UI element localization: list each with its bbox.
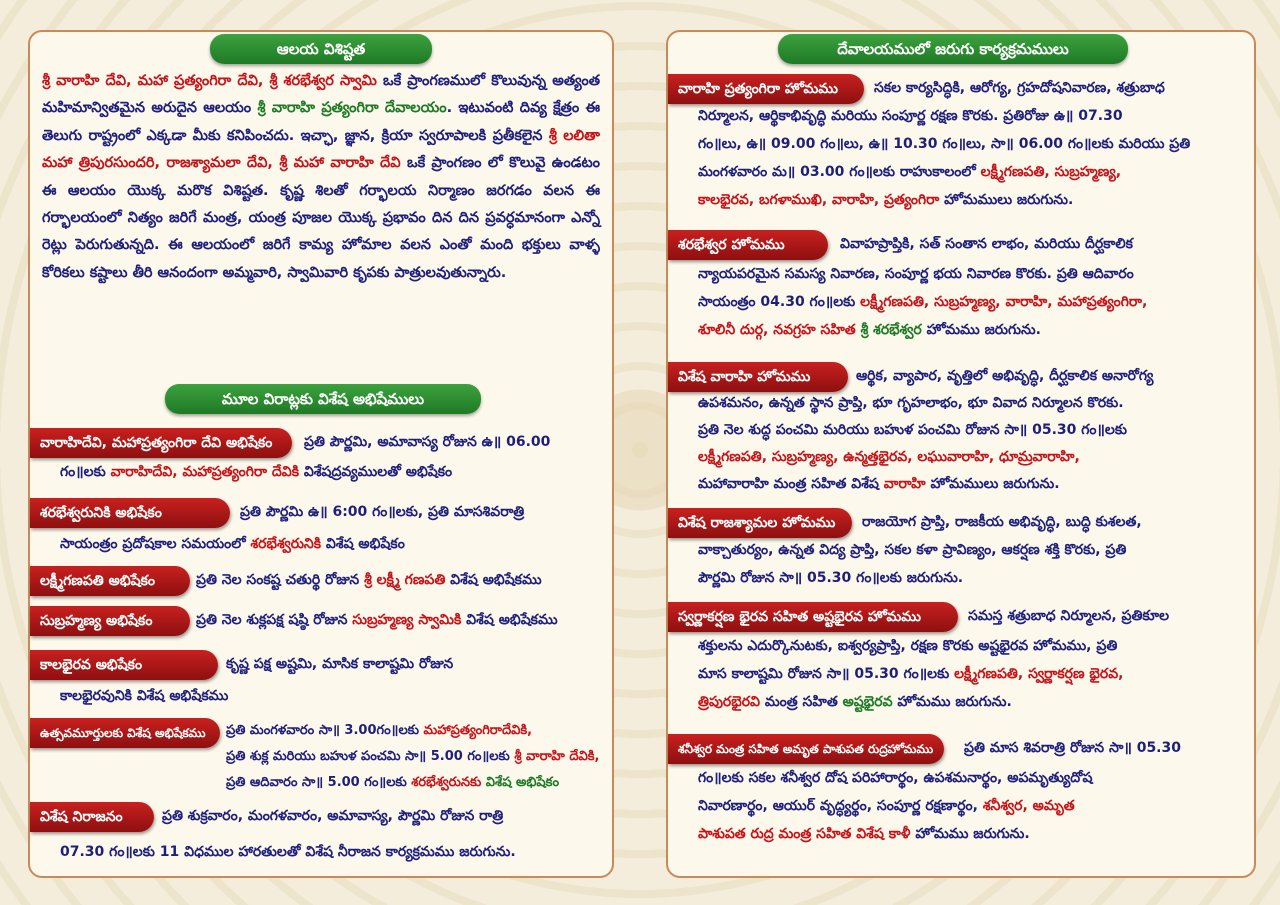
temple-specialty-title: ఆలయ విశిష్టత xyxy=(210,34,432,64)
item-tag: ఉత్సవమూర్తులకు విశేష అభిషేకము xyxy=(30,718,220,748)
temple-intro-paragraph: శ్రీ వారాహి దేవి, మహా ప్రత్యంగిరా దేవి, శ్రీ శరభేశ్వర స్వామి ఒకే ప్రాంగణములో కొలువున్న అత్యంత మహిమాన్వితమైన అరుదైన ఆలయం శ్రీ వారాహి ప్రత్యంగిరా దేవాలయం. ఇటువంటి దివ్య క్షేత్రం ఈ తెలుగు రాష్ట్రంలో ఎక్కడా మీకు కనిపించదు. ఇచ్ఛా, జ్ఞాన, క్రియా స్వరూపాలకి ప్రతీకలైన శ్రీ లలితా మహా త్రిపురసుందరి, రాజశ్యామలా దేవి, శ్రీ మహా వారాహి దేవి ఒకే ప్రాంగణం లో కొలువై ఉండటం ఈ ఆలయం యొక్క మరొక విశిష్టత. కృష్ణ శిలతో గర్భాలయ నిర్మాణం జరగడం వలన ఈ గర్భాలయంలో నిత్యం జరిగే మంత్ర, యంత్ర పూజల యొక్క ప్రభావం దిన దిన ప్రవర్ధమానంగా ఎన్నో రెట్లు పెరుగుతున్నది. ఈ ఆలయంలో జరిగే కామ్య హోమాల వలన ఎంతో మంది భక్తులు వాళ్ళ కోరికలు కష్టాలు తీరి ఆనందంగా అమ్మవారి, స్వామివారి కృపకు పాత్రులవుతున్నారు. xyxy=(42,73,601,281)
item-tag: సుబ్రహ్మణ్య అభిషేకం xyxy=(30,606,190,636)
abhishekam-section-title: మూల విరాట్లకు విశేష అభిషేములు xyxy=(165,384,481,414)
programs-title: దేవాలయములో జరుగు కార్యక్రమములు xyxy=(778,34,1128,64)
item-tag: శరభేశ్వరునికి అభిషేకం xyxy=(30,498,230,528)
item-tag: శనీశ్వర మంత్ర సహిత అమృత పాశుపత రుద్రహోమము xyxy=(668,734,944,764)
item-tag: విశేష వారాహి హోమము xyxy=(668,362,848,392)
item-tag: స్వర్ణాకర్షణ భైరవ సహిత అష్టభైరవ హోమము xyxy=(668,602,958,632)
item-tag: వారాహి ప్రత్యంగిరా హోమము xyxy=(668,74,864,104)
item-tag: వారాహిదేవి, మహాప్రత్యంగిరా దేవి అభిషేకం xyxy=(30,428,292,458)
item-tag: లక్ష్మీగణపతి అభిషేకం xyxy=(30,566,190,596)
right-panel: దేవాలయములో జరుగు కార్యక్రమములు వారాహి ప్రత్యంగిరా హోమము సకల కార్యసిద్ధికి, ఆరోగ్య, గ్రహదోషనివారణ, శత్రుబాధ నిర్మూలన, ఆర్థికాభివృద్ధి మరియు సంపూర్ణ రక్షణ కొరకు. ప్రతిరోజు ఉ॥ 07.30 గం॥లు, ఉ॥ 09.00 గం॥లు, ఉ॥ 10.30 గం॥లు, సా॥ 06.00 గం॥లకు మరియు ప్రతి మంగళవారం మ॥ 03.00 గం॥లకు రాహుకాలంలో లక్ష్మీగణపతి, సుబ్రహ్మణ్య, కాలభైరవ, బగళాముఖి, వారాహి, ప్రత్యంగిరా హోమములు జరుగును. శరభేశ్వర హోమము వివాహప్రాప్తికి, సత్ సంతాన లాభం, మరియు దీర్ఘకాలిక న్యాయపరమైన సమస్య నివారణ, సంపూర్ణ భయ నివారణ కొరకు. ప్రతి ఆదివారం సాయంత్రం 04.30 గం॥లకు లక్ష్మీగణపతి, సుబ్రహ్మణ్య, వారాహి, మహాప్రత్యంగిరా, శూలినీ దుర్గ, నవగ్రహ సహిత శ్రీ శరభేశ్వర హోమము జరుగును. విశేష వారాహి హోమము ఆర్థిక, వ్యాపార, వృత్తిలో అభివృద్ధి, దీర్ఘకాలిక అనారోగ్య ఉపశమనం, ఉన్నత స్థాన ప్రాప్తి, భూ గృహలాభం, భూ వివాద నిర్మూలన కొరకు. ప్రతి నెల శుద్ధ పంచమి మరియు బహుళ పంచమి రోజున సా॥ 05.30 గం॥లకు లక్ష్మీగణపతి, సుబ్రహ్మణ్య, ఉన్మత్తభైరవ, లఘువారాహి, ధూమ్రవారాహి, మహావారాహి మంత్ర సహిత విశేష వారాహి హోమములు జరుగును. విశేష రాజశ్యామల హోమము రాజయోగ ప్రాప్తి, రాజకీయ అభివృద్ధి, బుద్ధి కుశలత, వాక్చాతుర్యం, ఉన్నత విద్య ప్రాప్తి, సకల కళా ప్రావిణ్యం, ఆకర్షణ శక్తి కొరకు, ప్రతి పౌర్ణమి రోజున సా॥ 05.30 గం॥లకు జరుగును. స్వర్ణాకర్షణ భైరవ సహిత అష్టభైరవ హోమము సమస్త శత్రుబాధ నిర్మూలన, ప్రతికూల శక్తులను ఎదుర్కొనుటకు, ఐశ్వర్యప్రాప్తి, రక్షణ కొరకు అష్టభైరవ హోమము, ప్రతి మాస కాలాష్టమి రోజున సా॥ 05.30 గం॥లకు లక్ష్మీగణపతి, స్వర్ణాకర్షణ భైరవ, త్రిపురభైరవి మంత్ర సహిత అష్టభైరవ హోమము జరుగును. శనీశ్వర మంత్ర సహిత అమృత పాశుపత రుద్రహోమము ప్రతి మాస శివరాత్రి రోజున సా॥ 05.30 గం॥లకు సకల శనీశ్వర దోష పరిహారార్థం, ఉపశమనార్థం, అపమృత్యుదోష నివారణార్థం, ఆయుర్ వృద్ధ్యర్థం, సంపూర్ణ రక్షణార్థం, శనీశ్వర, అమృత పాశుపత రుద్ర మంత్ర సహిత విశేష కాళీ హోమము జరుగును. xyxy=(666,30,1256,878)
item-tag: శరభేశ్వర హోమము xyxy=(668,230,828,260)
item-tag: కాలభైరవ అభిషేకం xyxy=(30,650,218,680)
left-panel: ఆలయ విశిష్టత శ్రీ వారాహి దేవి, మహా ప్రత్యంగిరా దేవి, శ్రీ శరభేశ్వర స్వామి ఒకే ప్రాంగణములో కొలువున్న అత్యంత మహిమాన్వితమైన అరుదైన ఆలయం శ్రీ వారాహి ప్రత్యంగిరా దేవాలయం. ఇటువంటి దివ్య క్షేత్రం ఈ తెలుగు రాష్ట్రంలో ఎక్కడా మీకు కనిపించదు. ఇచ్ఛా, జ్ఞాన, క్రియా స్వరూపాలకి ప్రతీకలైన శ్రీ లలితా మహా త్రిపురసుందరి, రాజశ్యామలా దేవి, శ్రీ మహా వారాహి దేవి ఒకే ప్రాంగణం లో కొలువై ఉండటం ఈ ఆలయం యొక్క మరొక విశిష్టత. కృష్ణ శిలతో గర్భాలయ నిర్మాణం జరగడం వలన ఈ గర్భాలయంలో నిత్యం జరిగే మంత్ర, యంత్ర పూజల యొక్క ప్రభావం దిన దిన ప్రవర్ధమానంగా ఎన్నో రెట్లు పెరుగుతున్నది. ఈ ఆలయంలో జరిగే కామ్య హోమాల వలన ఎంతో మంది భక్తులు వాళ్ళ కోరికలు కష్టాలు తీరి ఆనందంగా అమ్మవారి, స్వామివారి కృపకు పాత్రులవుతున్నారు. మూల విరాట్లకు విశేష అభిషేములు వారాహిదేవి, మహాప్రత్యంగిరా దేవి అభిషేకం ప్రతి పౌర్ణమి, అమావాస్య రోజున ఉ॥ 06.00 గం॥లకు వారాహిదేవి, మహాప్రత్యంగిరా దేవికి విశేషద్రవ్యములతో అభిషేకం శరభేశ్వరునికి అభిషేకం ప్రతి పౌర్ణమి ఉ॥ 6:00 గం॥లకు, ప్రతి మాసశివరాత్రి సాయంత్రం ప్రదోషకాల సమయంలో శరభేశ్వరునికి విశేష అభిషేకం లక్ష్మీగణపతి అభిషేకం ప్రతి నెల సంకష్ట చతుర్థి రోజున శ్రీ లక్ష్మీ గణపతి విశేష అభిషేకము సుబ్రహ్మణ్య అభిషేకం ప్రతి నెల శుక్లపక్ష షష్ఠి రోజున సుబ్రహ్మణ్య స్వామికి విశేష అభిషేకము కాలభైరవ అభిషేకం కృష్ణ పక్ష అష్టమి, మాసిక కాలాష్టమి రోజున కాలభైరవునికి విశేష అభిషేకము ఉత్సవమూర్తులకు విశేష అభిషేకము ప్రతి మంగళవారం సా॥ 3.00గం॥లకు మహాప్రత్యంగిరాదేవికి, ప్రతి శుక్ల మరియు బహుళ పంచమి సా॥ 5.00 గం॥లకు శ్రీ వారాహి దేవికి, ప్రతి ఆదివారం సా॥ 5.00 గం॥లకు శరభేశ్వరునకు విశేష అభిషేకం విశేష నిరాజనం ప్రతి శుక్రవారం, మంగళవారం, అమావాస్య, పౌర్ణమి రోజున రాత్రి 07.30 గం॥లకు 11 విధముల హారతులతో విశేష నీరాజన కార్యక్రమము జరుగును. xyxy=(28,30,614,878)
item-tag: విశేష రాజశ్యామల హోమము xyxy=(668,508,852,538)
item-tag: విశేష నిరాజనం xyxy=(30,802,154,832)
